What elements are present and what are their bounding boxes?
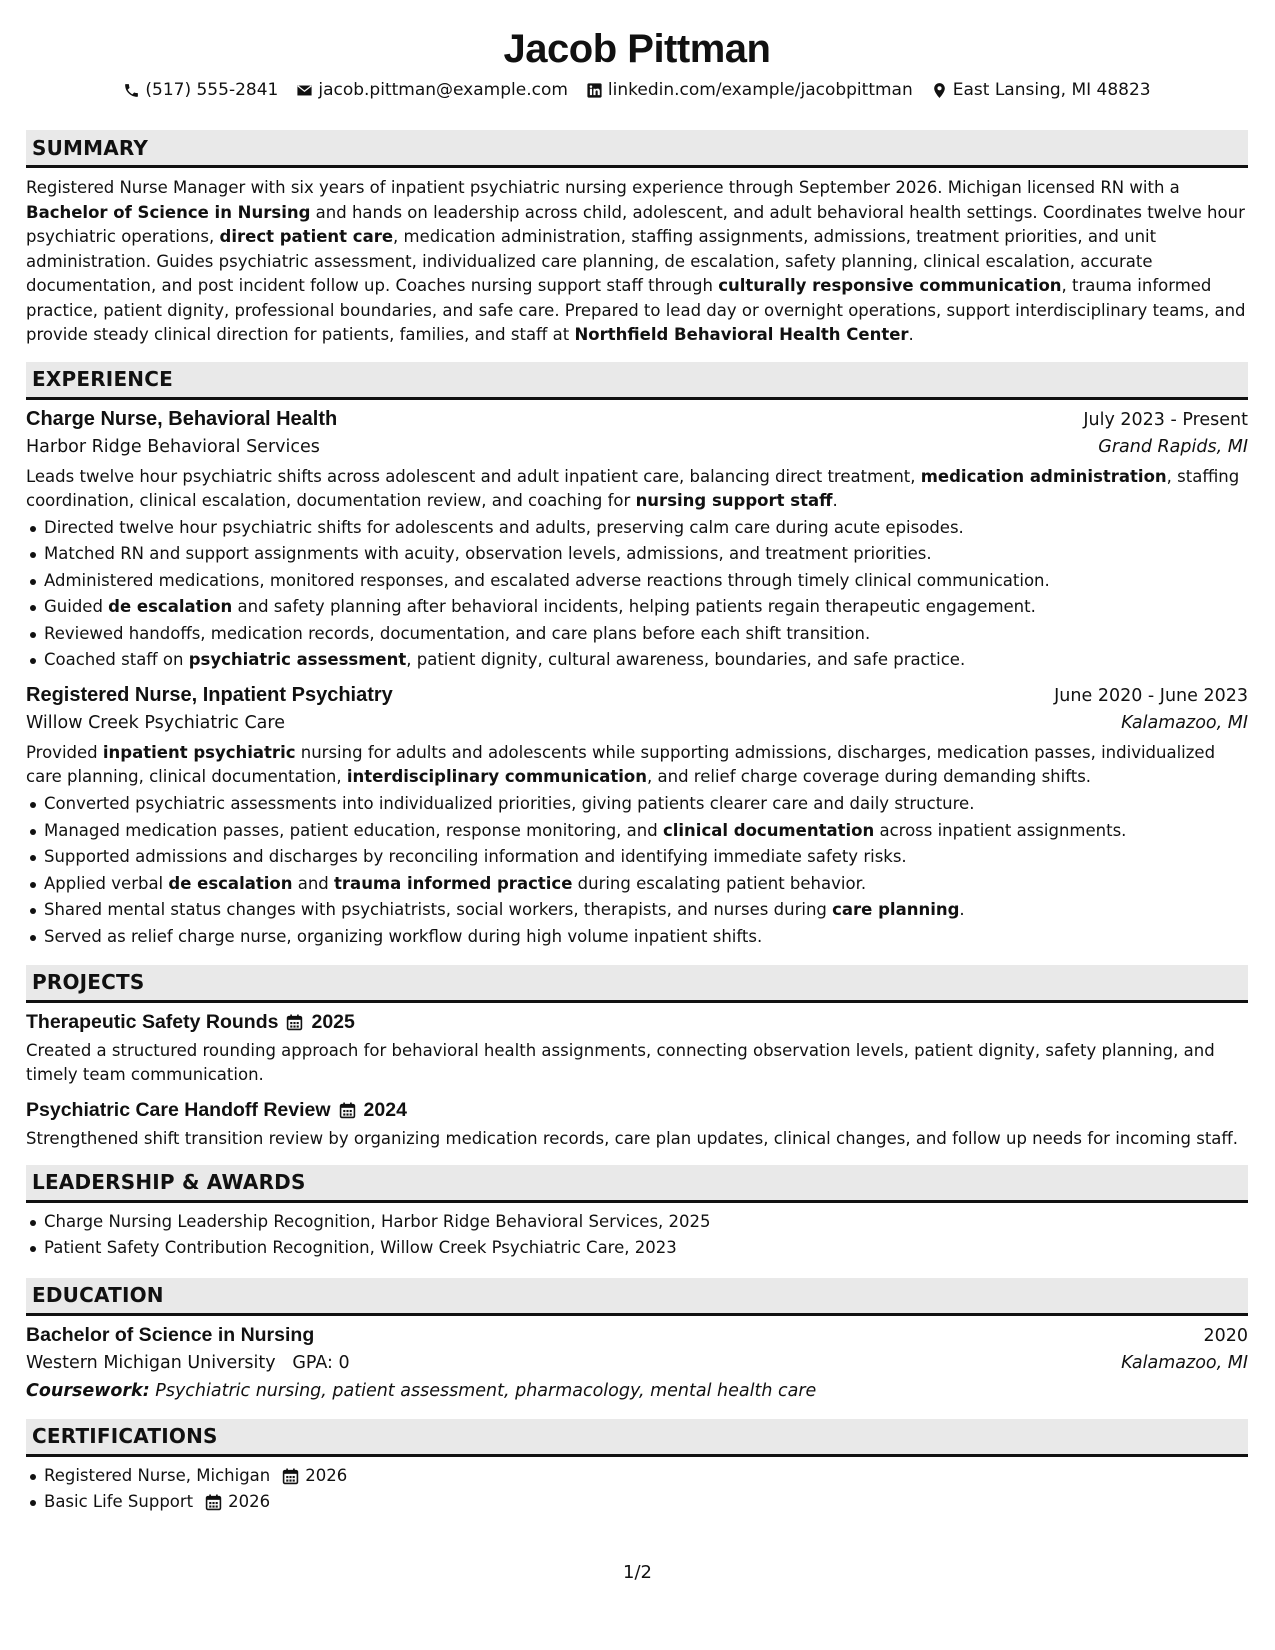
job-location: Kalamazoo, MI [1121,713,1248,734]
list-item: Managed medication passes, patient education, response monitoring, and clinical documentation across inpatient assignments. [26,818,1248,845]
job-bullets [26,515,1248,675]
list-item: Registered Nurse, Michigan 2026 [26,1463,1248,1490]
project-year: 2025 [311,1010,355,1033]
gpa: GPA: 0 [292,1352,350,1373]
job-title: Charge Nurse, Behavioral Health [26,407,338,430]
summary-text: Registered Nurse Manager with six years of inpatient psychiatric nursing experience through September 2026. Michigan licensed RN with a Bachelor of Science in Nursing and hands on leadership across child, adolescent, and adult behavioral health settings. Coordinates twelve hour psychiatric operations, direct patient care, medication administration, staffing assignments, admissions, treatment priorities, and unit administration. Guides psychiatric assessment, individualized care planning, de escalation, safety planning, clinical escalation, accurate documentation, and post incident follow up. Coaches nursing support staff through culturally responsive communication, trauma informed practice, patient dignity, professional boundaries, and safe care. Prepared to lead day or overnight operations, support interdisciplinary teams, and provide steady clinical direction for patients, families, and staff at Northfield Behavioral Health Center. [26,178,1246,344]
list-item: Basic Life Support 2026 [26,1489,1248,1516]
degree-title: Bachelor of Science in Nursing [26,1323,315,1346]
list-item: Served as relief charge nurse, organizing workflow during high volume inpatient shifts. [26,924,1248,951]
certifications-list [26,1463,1248,1516]
section-heading-experience: EXPERIENCE [26,362,1248,400]
linkedin-icon [586,82,603,99]
job-company: Willow Creek Psychiatric Care [26,713,285,734]
contact-email[interactable] [296,80,568,100]
list-item: Directed twelve hour psychiatric shifts for adolescents and adults, preserving calm care during acute episodes. [26,515,1248,542]
job-location: Grand Rapids, MI [1098,436,1248,457]
project-entry [26,1099,1248,1151]
phone-icon [123,82,140,99]
section-heading-projects: PROJECTS [26,965,1248,1003]
list-item: Converted psychiatric assessments into individualized priorities, giving patients clearer care and daily structure. [26,791,1248,818]
list-item: Administered medications, monitored responses, and escalated adverse reactions through timely clinical communication. [26,568,1248,595]
envelope-icon [296,82,313,99]
list-item: Guided de escalation and safety planning after behavioral incidents, helping patients regain therapeutic engagement. [26,594,1248,621]
job-bullets [26,791,1248,951]
job-entry [26,408,1248,675]
contact-bar [26,78,1248,102]
list-item: Matched RN and support assignments with acuity, observation levels, admissions, and treatment priorities. [26,541,1248,568]
contact-linkedin[interactable] [586,80,913,100]
job-description: Leads twelve hour psychiatric shifts across adolescent and adult inpatient care, balancing direct treatment, medication administration, staffing coordination, clinical escalation, documentation review, and coaching for nursing support staff. [26,466,1240,510]
list-item: Shared mental status changes with psychiatrists, social workers, therapists, and nurses during care planning. [26,897,1248,924]
project-title: Psychiatric Care Handoff Review [26,1098,331,1121]
project-description: Strengthened shift transition review by organizing medication records, care plan updates, clinical changes, and follow up needs for incoming staff. [26,1128,1239,1148]
project-year: 2024 [363,1098,407,1121]
section-heading-certifications: CERTIFICATIONS [26,1419,1248,1457]
job-dates: July 2023 - Present [1083,409,1248,430]
list-item: Reviewed handoffs, medication records, documentation, and care plans before each shift transition. [26,621,1248,648]
map-pin-icon [931,82,948,99]
graduation-year: 2020 [1203,1325,1248,1346]
candidate-name: Jacob Pittman [503,27,771,71]
list-item: Patient Safety Contribution Recognition, Willow Creek Psychiatric Care, 2023 [26,1235,1248,1262]
list-item: Charge Nursing Leadership Recognition, Harbor Ridge Behavioral Services, 2025 [26,1209,1248,1236]
email-link[interactable]: jacob.pittman@example.com [318,80,568,100]
page-number: 1/2 [623,1562,652,1583]
linkedin-link[interactable]: linkedin.com/example/jacobpittman [607,80,913,100]
list-item: Supported admissions and discharges by reconciling information and identifying immediate safety risks. [26,844,1248,871]
leadership-list [26,1209,1248,1262]
section-heading-education: EDUCATION [26,1278,1248,1316]
contact-location [931,80,1151,100]
school-location: Kalamazoo, MI [1121,1352,1248,1373]
project-description: Created a structured rounding approach for behavioral health assignments, connecting observation levels, patient dignity, safety planning, and timely team communication. [26,1040,1215,1084]
job-entry [26,684,1248,951]
location-text: East Lansing, MI 48823 [952,80,1151,100]
job-company: Harbor Ridge Behavioral Services [26,436,320,457]
section-heading-leadership: LEADERSHIP & AWARDS [26,1165,1248,1203]
education-entry [26,1324,1248,1401]
project-title: Therapeutic Safety Rounds [26,1010,279,1033]
calendar-icon [205,1494,222,1511]
calendar-icon [282,1468,299,1485]
calendar-icon [339,1102,356,1119]
job-title: Registered Nurse, Inpatient Psychiatry [26,684,393,707]
list-item: Applied verbal de escalation and trauma informed practice during escalating patient behavior. [26,871,1248,898]
coursework: Coursework: Psychiatric nursing, patient assessment, pharmacology, mental health care [26,1380,817,1401]
calendar-icon [286,1014,303,1031]
school-name: Western Michigan University [26,1352,276,1373]
job-description: Provided inpatient psychiatric nursing for adults and adolescents while supporting admissions, discharges, medication passes, individualized care planning, clinical documentation, interdisciplinary communication, and relief charge coverage during demanding shifts. [26,743,1216,787]
resume-page [26,0,1248,1516]
contact-phone [123,80,278,100]
section-heading-summary: SUMMARY [26,130,1248,168]
list-item: Coached staff on psychiatric assessment, patient dignity, cultural awareness, boundaries, and safe practice. [26,647,1248,674]
project-entry [26,1011,1248,1087]
job-dates: June 2020 - June 2023 [1054,686,1248,707]
phone-text: (517) 555-2841 [145,80,279,100]
